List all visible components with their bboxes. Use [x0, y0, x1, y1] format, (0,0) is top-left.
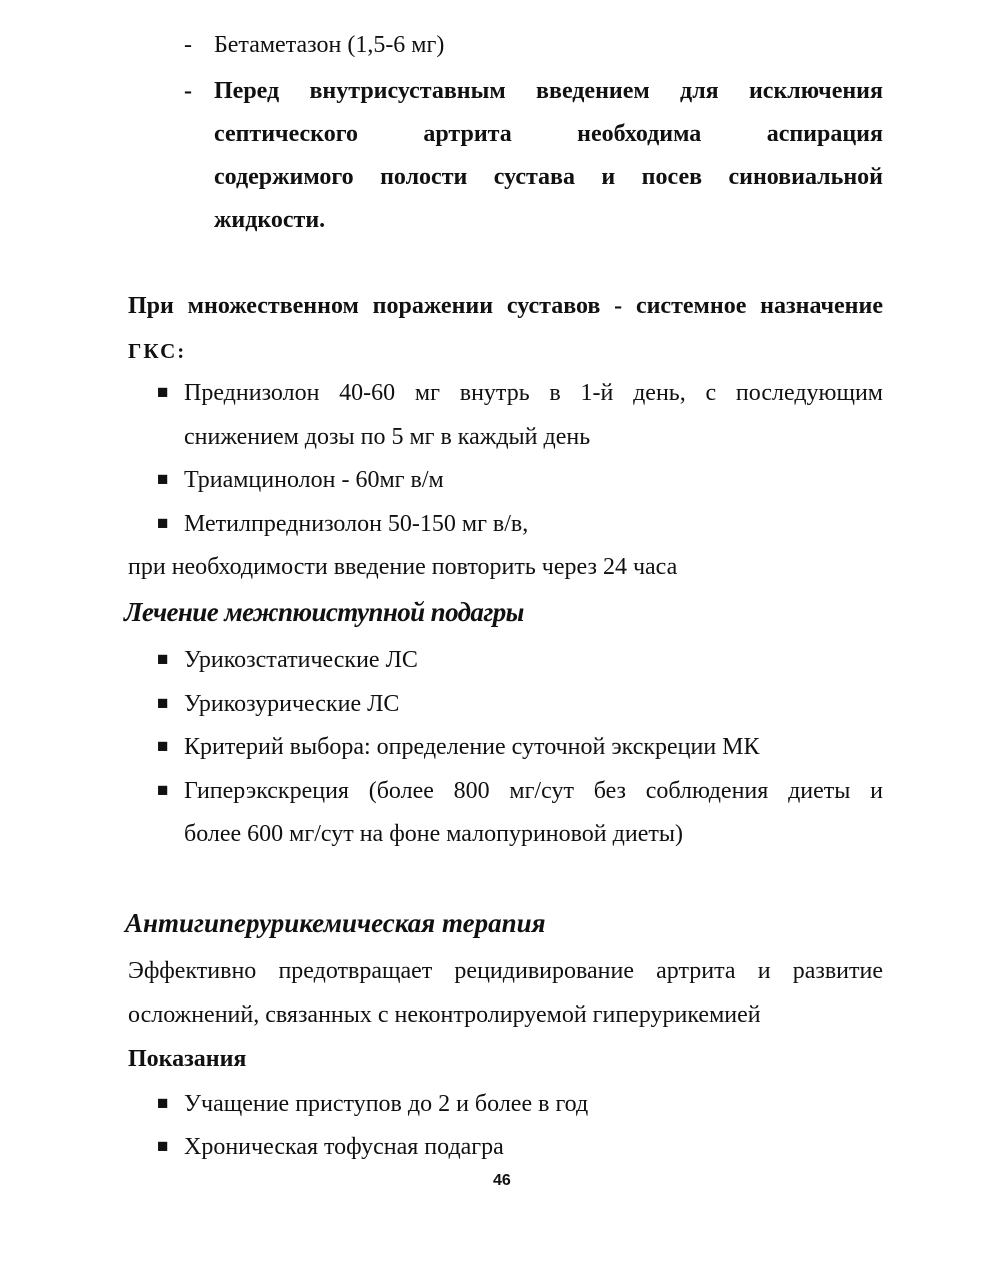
bullet-text: Метилпреднизолон 50-150 мг в/в,: [184, 511, 529, 537]
bullet-text: Гиперэкскреция (более 800 мг/сут без соблюдения диеты и: [184, 778, 883, 804]
dash-item-text: Бетаметазон (1,5-6 мг): [214, 32, 445, 58]
section-heading: При множественном поражении суставов - системное назначение: [128, 293, 883, 319]
bullet-marker: ■: [157, 1093, 169, 1114]
bullet-text: снижением дозы по 5 мг в каждый день: [184, 424, 591, 450]
bullet-text: Учащение приступов до 2 и более в год: [184, 1091, 589, 1117]
section-heading: Лечение межпюиступной подагры: [124, 597, 524, 627]
dash-marker: -: [184, 32, 192, 58]
paragraph-text: осложнений, связанных с неконтролируемой гиперурикемией: [128, 1002, 761, 1028]
bullet-text: Урикозурические ЛС: [184, 691, 400, 717]
note-text: при необходимости введение повторить через 24 часа: [128, 554, 678, 580]
dash-marker: -: [184, 78, 192, 104]
bullet-text: Критерий выбора: определение суточной экскреции МК: [184, 734, 760, 760]
bullet-marker: ■: [157, 780, 169, 801]
dash-item-text: содержимого полости сустава и посев синовиальной: [214, 164, 883, 190]
bullet-text: Урикозстатические ЛС: [184, 647, 418, 673]
page-number: 46: [493, 1172, 511, 1189]
dash-item-text: жидкости.: [214, 207, 326, 233]
bullet-marker: ■: [157, 513, 169, 534]
bullet-marker: ■: [157, 736, 169, 757]
dash-item-text: септического артрита необходима аспирация: [214, 121, 883, 147]
bullet-marker: ■: [157, 382, 169, 403]
bullet-marker: ■: [157, 693, 169, 714]
bullet-marker: ■: [157, 1136, 169, 1157]
paragraph-text: Эффективно предотвращает рецидивирование артрита и развитие: [128, 958, 883, 984]
bullet-marker: ■: [157, 469, 169, 490]
dash-item-text: Перед внутрисуставным введением для исключения: [214, 78, 883, 104]
bullet-text: Хроническая тофусная подагра: [184, 1134, 504, 1160]
bullet-text: Преднизолон 40-60 мг внутрь в 1-й день, с последующим: [184, 380, 883, 406]
bullet-text: более 600 мг/сут на фоне малопуриновой диеты): [184, 821, 683, 847]
bullet-text: Триамцинолон - 60мг в/м: [184, 467, 444, 493]
section-heading: Антигиперурикемическая терапия: [125, 908, 546, 938]
bullet-marker: ■: [157, 649, 169, 670]
section-heading: ГКС:: [128, 339, 187, 363]
subheading: Показания: [128, 1046, 247, 1072]
